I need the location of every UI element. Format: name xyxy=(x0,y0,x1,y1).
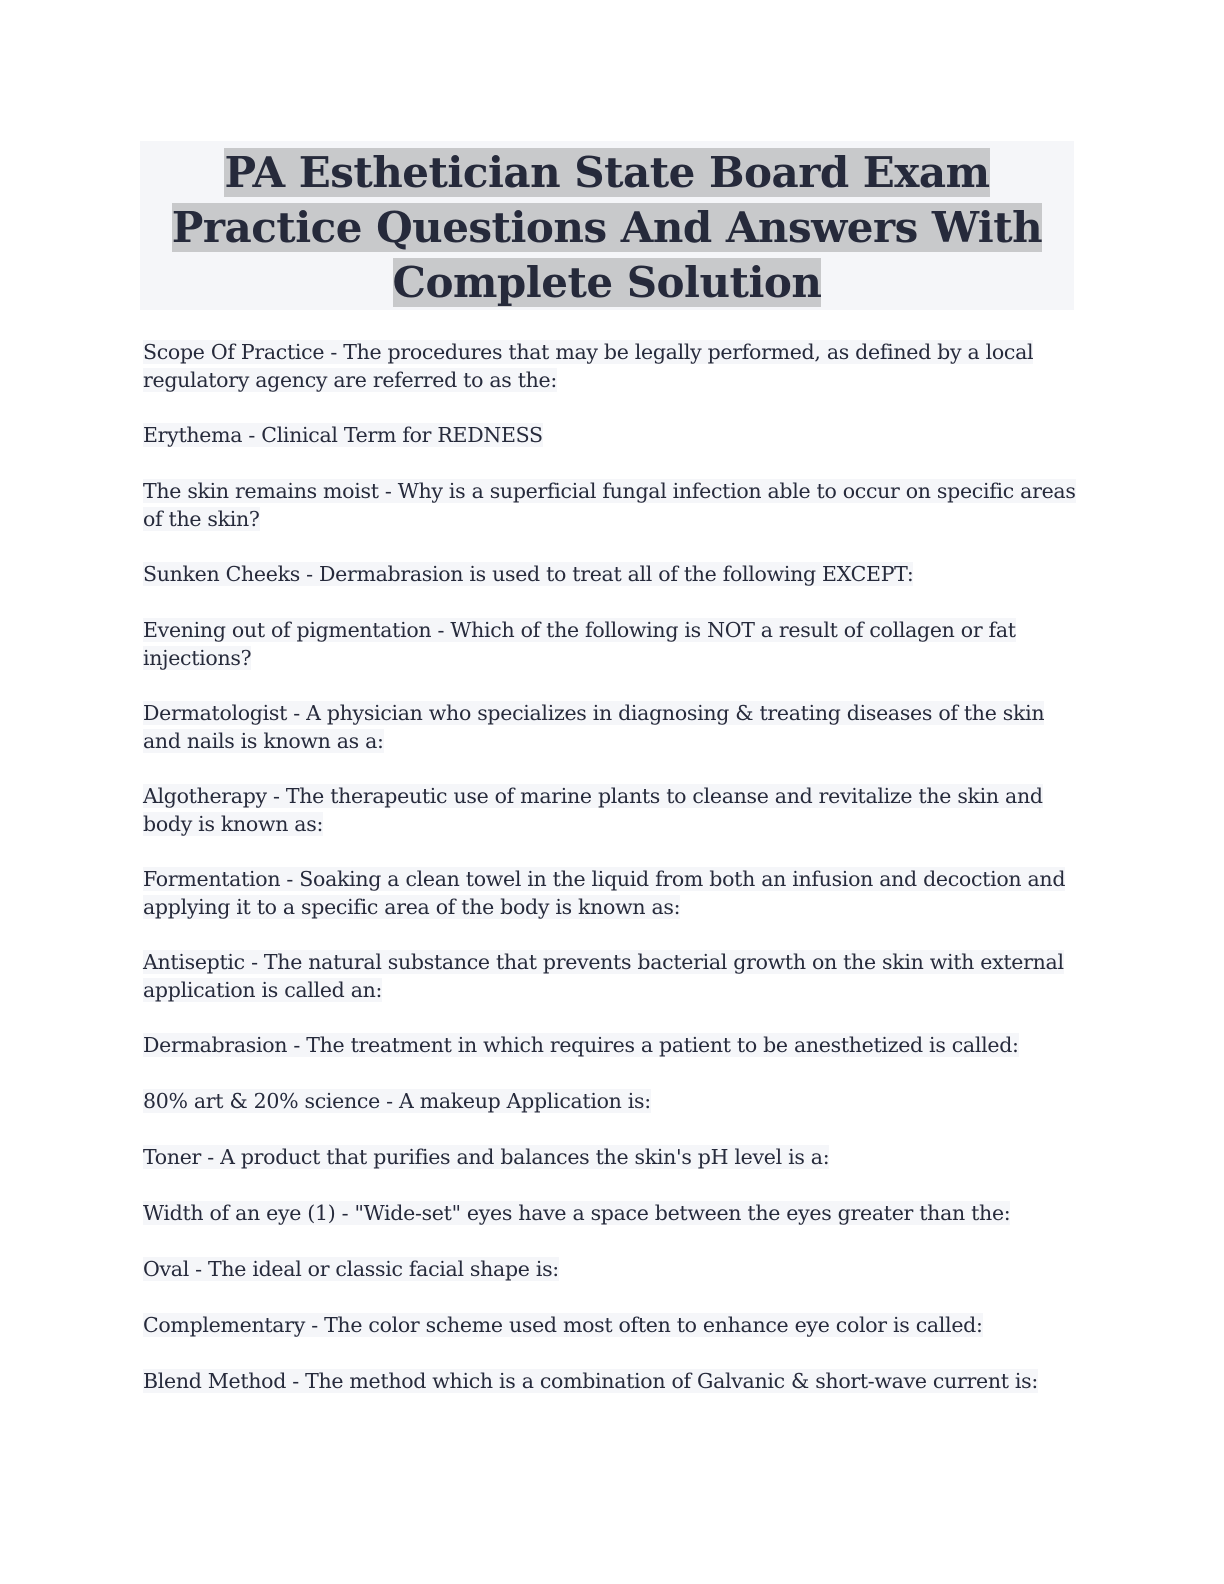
document-title xyxy=(140,141,1074,310)
qa-item: Scope Of Practice - The procedures that may be legally performed, as defined by a local regulatory agency are referred to as the: xyxy=(143,340,1034,392)
qa-item: Formentation - Soaking a clean towel in the liquid from both an infusion and decoction and applying it to a specific area of the body is known as: xyxy=(143,867,1066,919)
qa-term: Algotherapy xyxy=(143,784,267,808)
qa-question: The therapeutic use of marine plants to cleanse and revitalize the skin and body is known as: xyxy=(143,784,1043,836)
qa-list xyxy=(143,338,1083,1423)
qa-item: Dermabrasion - The treatment in which requires a patient to be anesthetized is called: xyxy=(143,1033,1019,1057)
qa-question: A physician who specializes in diagnosing & treating diseases of the skin and nails is known as a: xyxy=(143,701,1045,753)
qa-question: Which of the following is NOT a result of collagen or fat injections? xyxy=(143,618,1016,670)
qa-term: Dermabrasion xyxy=(143,1033,288,1057)
qa-question: The natural substance that prevents bacterial growth on the skin with external application is called an: xyxy=(143,950,1064,1002)
qa-item: Sunken Cheeks - Dermabrasion is used to treat all of the following EXCEPT: xyxy=(143,562,914,586)
qa-item: 80% art & 20% science - A makeup Application is: xyxy=(143,1089,651,1113)
document-title-text: PA Esthetician State Board Exam Practice Questions And Answers With Complete Solution xyxy=(171,148,1043,307)
qa-term: Antiseptic xyxy=(143,950,245,974)
qa-question: The procedures that may be legally performed, as defined by a local regulatory agency are referred to as the: xyxy=(143,340,1034,392)
qa-item: Antiseptic - The natural substance that prevents bacterial growth on the skin with external application is called an: xyxy=(143,950,1064,1002)
qa-question: Why is a superficial fungal infection able to occur on specific areas of the skin? xyxy=(143,479,1076,531)
qa-question: Soaking a clean towel in the liquid from both an infusion and decoction and applying it to a specific area of the body is known as: xyxy=(143,867,1066,919)
qa-question: The method which is a combination of Galvanic & short-wave current is: xyxy=(305,1369,1038,1393)
qa-item: The skin remains moist - Why is a superficial fungal infection able to occur on specific areas of the skin? xyxy=(143,479,1076,531)
qa-term: Erythema xyxy=(143,423,243,447)
qa-item: Algotherapy - The therapeutic use of marine plants to cleanse and revitalize the skin and body is known as: xyxy=(143,784,1043,836)
qa-term: The skin remains moist xyxy=(143,479,379,503)
qa-item: Toner - A product that purifies and balances the skin's pH level is a: xyxy=(143,1145,830,1169)
qa-item: Blend Method - The method which is a combination of Galvanic & short-wave current is: xyxy=(143,1369,1038,1393)
title-banner xyxy=(140,141,1074,310)
qa-term: Blend Method xyxy=(143,1369,287,1393)
qa-question: "Wide-set" eyes have a space between the eyes greater than the: xyxy=(354,1201,1011,1225)
qa-term: Scope Of Practice xyxy=(143,340,325,364)
qa-term: Complementary xyxy=(143,1313,305,1337)
qa-term: 80% art & 20% science xyxy=(143,1089,380,1113)
qa-item: Complementary - The color scheme used most often to enhance eye color is called: xyxy=(143,1313,983,1337)
qa-term: Dermatologist xyxy=(143,701,288,725)
qa-item: Erythema - Clinical Term for REDNESS xyxy=(143,423,543,447)
qa-question: The treatment in which requires a patient to be anesthetized is called: xyxy=(306,1033,1019,1057)
qa-term: Toner xyxy=(143,1145,202,1169)
qa-term: Width of an eye (1) xyxy=(143,1201,336,1225)
qa-question: Dermabrasion is used to treat all of the following EXCEPT: xyxy=(318,562,914,586)
qa-question: A makeup Application is: xyxy=(398,1089,651,1113)
qa-question: The color scheme used most often to enhance eye color is called: xyxy=(324,1313,983,1337)
qa-item: Width of an eye (1) - "Wide-set" eyes have a space between the eyes greater than the: xyxy=(143,1201,1011,1225)
qa-term: Oval xyxy=(143,1257,189,1281)
qa-term: Sunken Cheeks xyxy=(143,562,300,586)
qa-question: A product that purifies and balances the skin's pH level is a: xyxy=(220,1145,830,1169)
qa-question: The ideal or classic facial shape is: xyxy=(208,1257,559,1281)
qa-item: Evening out of pigmentation - Which of the following is NOT a result of collagen or fat injections? xyxy=(143,618,1016,670)
qa-term: Formentation xyxy=(143,867,281,891)
qa-item: Oval - The ideal or classic facial shape is: xyxy=(143,1257,559,1281)
qa-term: Evening out of pigmentation xyxy=(143,618,432,642)
qa-item: Dermatologist - A physician who specializes in diagnosing & treating diseases of the skin and nails is known as a: xyxy=(143,701,1045,753)
qa-question: Clinical Term for REDNESS xyxy=(261,423,543,447)
